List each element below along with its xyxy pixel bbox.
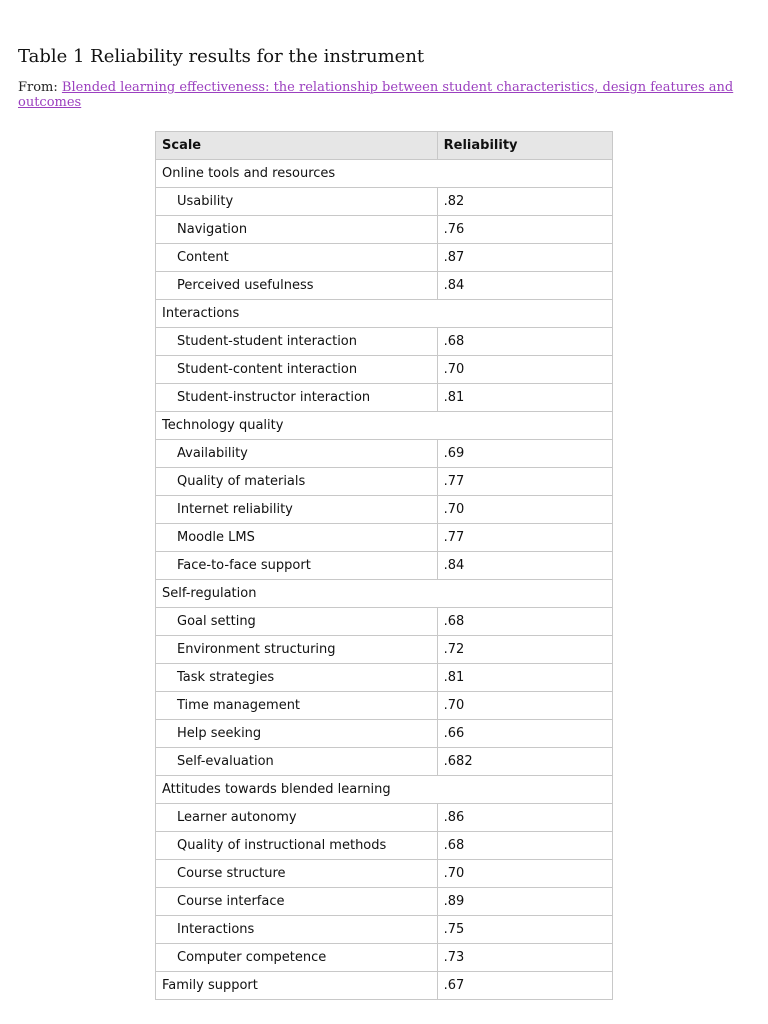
reliability-cell: .70: [437, 496, 612, 524]
scale-cell: Navigation: [156, 216, 438, 244]
group-label: Interactions: [156, 300, 613, 328]
reliability-cell: .75: [437, 916, 612, 944]
source-line: [18, 80, 748, 110]
scale-cell: Learner autonomy: [156, 804, 438, 832]
reliability-cell: .70: [437, 692, 612, 720]
scale-cell: Help seeking: [156, 720, 438, 748]
reliability-cell: .81: [437, 664, 612, 692]
scale-cell: Environment structuring: [156, 636, 438, 664]
table-group-row: [156, 580, 613, 608]
scale-cell: Family support: [156, 972, 438, 1000]
scale-cell: Interactions: [156, 916, 438, 944]
scale-cell: Self-evaluation: [156, 748, 438, 776]
reliability-cell: .76: [437, 216, 612, 244]
table-row: [156, 888, 613, 916]
reliability-cell: .70: [437, 860, 612, 888]
reliability-cell: .68: [437, 832, 612, 860]
group-label: Self-regulation: [156, 580, 613, 608]
table-row: [156, 636, 613, 664]
table-row: [156, 440, 613, 468]
table-row: [156, 468, 613, 496]
reliability-cell: .682: [437, 748, 612, 776]
table-row: [156, 804, 613, 832]
table-group-row: [156, 160, 613, 188]
scale-cell: Course structure: [156, 860, 438, 888]
reliability-cell: .72: [437, 636, 612, 664]
reliability-table: [155, 131, 613, 1000]
table-group-row: [156, 412, 613, 440]
table-row: [156, 188, 613, 216]
source-article-link[interactable]: Blended learning effectiveness: the relationship between student characteristics, design features and outcomes: [18, 80, 734, 110]
header-scale: Scale: [156, 132, 438, 160]
table-row: [156, 496, 613, 524]
table-body: [156, 160, 613, 1000]
reliability-cell: .68: [437, 608, 612, 636]
reliability-cell: .87: [437, 244, 612, 272]
reliability-cell: .77: [437, 468, 612, 496]
reliability-cell: .86: [437, 804, 612, 832]
reliability-cell: .89: [437, 888, 612, 916]
reliability-cell: .84: [437, 552, 612, 580]
scale-cell: Student-instructor interaction: [156, 384, 438, 412]
group-label: Attitudes towards blended learning: [156, 776, 613, 804]
scale-cell: Goal setting: [156, 608, 438, 636]
reliability-cell: .77: [437, 524, 612, 552]
table-group-row: [156, 776, 613, 804]
scale-cell: Usability: [156, 188, 438, 216]
table-row: [156, 608, 613, 636]
table-row: [156, 944, 613, 972]
table-row: [156, 552, 613, 580]
reliability-cell: .66: [437, 720, 612, 748]
reliability-cell: .67: [437, 972, 612, 1000]
reliability-cell: .73: [437, 944, 612, 972]
reliability-cell: .69: [437, 440, 612, 468]
scale-cell: Perceived usefulness: [156, 272, 438, 300]
table-row: [156, 328, 613, 356]
group-label: Online tools and resources: [156, 160, 613, 188]
reliability-cell: .81: [437, 384, 612, 412]
scale-cell: Quality of instructional methods: [156, 832, 438, 860]
scale-cell: Task strategies: [156, 664, 438, 692]
scale-cell: Moodle LMS: [156, 524, 438, 552]
scale-cell: Course interface: [156, 888, 438, 916]
scale-cell: Student-content interaction: [156, 356, 438, 384]
reliability-cell: .68: [437, 328, 612, 356]
table-row: [156, 972, 613, 1000]
reliability-cell: .82: [437, 188, 612, 216]
scale-cell: Availability: [156, 440, 438, 468]
table-group-row: [156, 300, 613, 328]
reliability-cell: .84: [437, 272, 612, 300]
scale-cell: Student-student interaction: [156, 328, 438, 356]
scale-cell: Computer competence: [156, 944, 438, 972]
table-row: [156, 272, 613, 300]
scale-cell: Quality of materials: [156, 468, 438, 496]
header-reliability: Reliability: [437, 132, 612, 160]
table-row: [156, 692, 613, 720]
from-label: From:: [18, 80, 58, 95]
scale-cell: Internet reliability: [156, 496, 438, 524]
reliability-cell: .70: [437, 356, 612, 384]
group-label: Technology quality: [156, 412, 613, 440]
scale-cell: Face-to-face support: [156, 552, 438, 580]
table-row: [156, 860, 613, 888]
table-title: Table 1 Reliability results for the instrument: [18, 46, 425, 67]
scale-cell: Content: [156, 244, 438, 272]
table-row: [156, 832, 613, 860]
table-row: [156, 244, 613, 272]
table-row: [156, 748, 613, 776]
table-row: [156, 664, 613, 692]
table-row: [156, 384, 613, 412]
scale-cell: Time management: [156, 692, 438, 720]
table-row: [156, 720, 613, 748]
table-row: [156, 216, 613, 244]
table-header-row: [156, 132, 613, 160]
table-row: [156, 916, 613, 944]
table-row: [156, 524, 613, 552]
table-row: [156, 356, 613, 384]
